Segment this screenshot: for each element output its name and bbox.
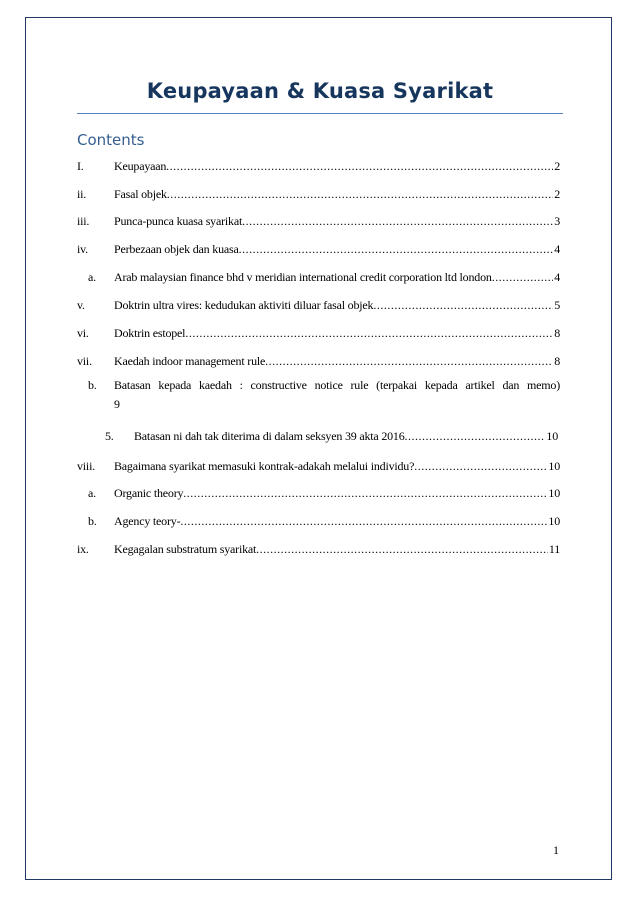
toc-entry-label: Kaedah indoor management rule [114,354,266,368]
toc-entry-text [114,325,560,341]
toc-entry-number: iv. [77,242,88,256]
toc-leader-dots [180,513,547,529]
toc-entry-number: b. [88,514,97,528]
toc-leader-dots [492,269,554,285]
toc-leader-dots [265,353,553,369]
toc-entry-fasal-objek[interactable] [77,186,560,202]
toc-entry-text [114,541,560,557]
toc-leader-dots [242,213,553,229]
toc-entry-label: Doktrin estopel [114,326,186,340]
toc-entry-kontrak[interactable] [77,458,560,474]
toc-entry-number: v. [77,298,85,312]
toc-entry-text [114,458,560,474]
toc-leader-dots [166,158,553,174]
toc-entry-number: a. [88,486,96,500]
toc-entry-page: 4 [554,242,560,256]
toc-entry-seksyen-39[interactable] [105,428,558,444]
toc-entry-page: 5 [554,298,560,312]
toc-entry-text [114,158,560,174]
toc-entry-number: 5. [105,429,114,443]
toc-entry-text [114,485,560,501]
toc-entry-page: 3 [554,214,560,228]
toc-entry-text [114,353,560,369]
toc-entry-number: b. [88,378,97,392]
toc-entry-page: 2 [554,159,560,173]
toc-entry-keupayaan[interactable] [77,158,560,174]
toc-entry-number: vii. [77,354,92,368]
toc-entry-page: 10 [548,459,560,473]
toc-entry-label: Batasan ni dah tak diterima di dalam seksyen 39 akta 2016 [134,429,405,443]
toc-entry-number: I. [77,159,84,173]
contents-heading: Contents [77,131,145,149]
toc-entry-page: 10 [548,514,560,528]
toc-leader-dots [405,428,546,444]
toc-entry-page: 4 [554,270,560,284]
toc-entry-ultra-vires[interactable] [77,297,560,313]
toc-entry-text [114,269,560,285]
toc-leader-dots [185,325,553,341]
toc-entry-page: 9 [114,397,120,411]
toc-entry-label: Keupayaan [114,159,167,173]
toc-entry-label: Agency teory- [114,514,181,528]
toc-entry-punca-kuasa[interactable] [77,213,560,229]
toc-entry-text [114,513,560,529]
toc-entry-number: vi. [77,326,89,340]
toc-entry-label: Batasan kepada kaedah : constructive notice rule (terpakai kepada artikel dan memo) [114,378,560,392]
toc-entry-substratum[interactable] [77,541,560,557]
toc-entry-label: Arab malaysian finance bhd v meridian international credit corporation ltd london [114,270,492,284]
toc-entry-page: 10 [546,429,558,443]
toc-entry-page: 2 [554,187,560,201]
toc-entry-number: ii. [77,187,87,201]
toc-leader-dots [183,485,547,501]
toc-entry-text [114,297,560,313]
toc-entry-number: iii. [77,214,90,228]
toc-leader-dots [256,541,548,557]
toc-leader-dots [414,458,547,474]
toc-leader-dots [239,241,554,257]
toc-entry-organic-theory[interactable] [77,485,560,501]
document-title: Keupayaan & Kuasa Syarikat [146,79,494,103]
toc-entry-estopel[interactable] [77,325,560,341]
toc-entry-label: Doktrin ultra vires: kedudukan aktiviti diluar fasal objek [114,298,374,312]
toc-entry-arab-malaysian[interactable] [77,269,560,285]
toc-entry-label: Punca-punca kuasa syarikat [114,214,243,228]
toc-entry-label: Bagaimana syarikat memasuki kontrak-adakah melalui individu? [114,459,415,473]
title-underline [77,113,563,114]
toc-entry-label: Organic theory [114,486,184,500]
toc-entry-number: viii. [77,459,96,473]
toc-entry-indoor-management[interactable] [77,353,560,369]
toc-entry-agency-teory[interactable] [77,513,560,529]
toc-entry-label: Fasal objek [114,187,167,201]
toc-entry-text [114,213,560,229]
toc-leader-dots [373,297,553,313]
toc-entry-text [114,186,560,202]
page-number: 1 [553,843,559,857]
toc-entry-page: 8 [554,354,560,368]
toc-leader-dots [167,186,553,202]
toc-entry-text [134,428,558,444]
toc-entry-number: a. [88,270,96,284]
toc-entry-label: Perbezaan objek dan kuasa [114,242,239,256]
toc-entry-perbezaan[interactable] [77,241,560,257]
toc-entry-page: 8 [554,326,560,340]
toc-entry-page: 10 [548,486,560,500]
toc-entry-label: Kegagalan substratum syarikat [114,542,257,556]
toc-entry-text [114,241,560,257]
toc-entry-number: ix. [77,542,89,556]
toc-entry-page: 11 [548,542,560,556]
